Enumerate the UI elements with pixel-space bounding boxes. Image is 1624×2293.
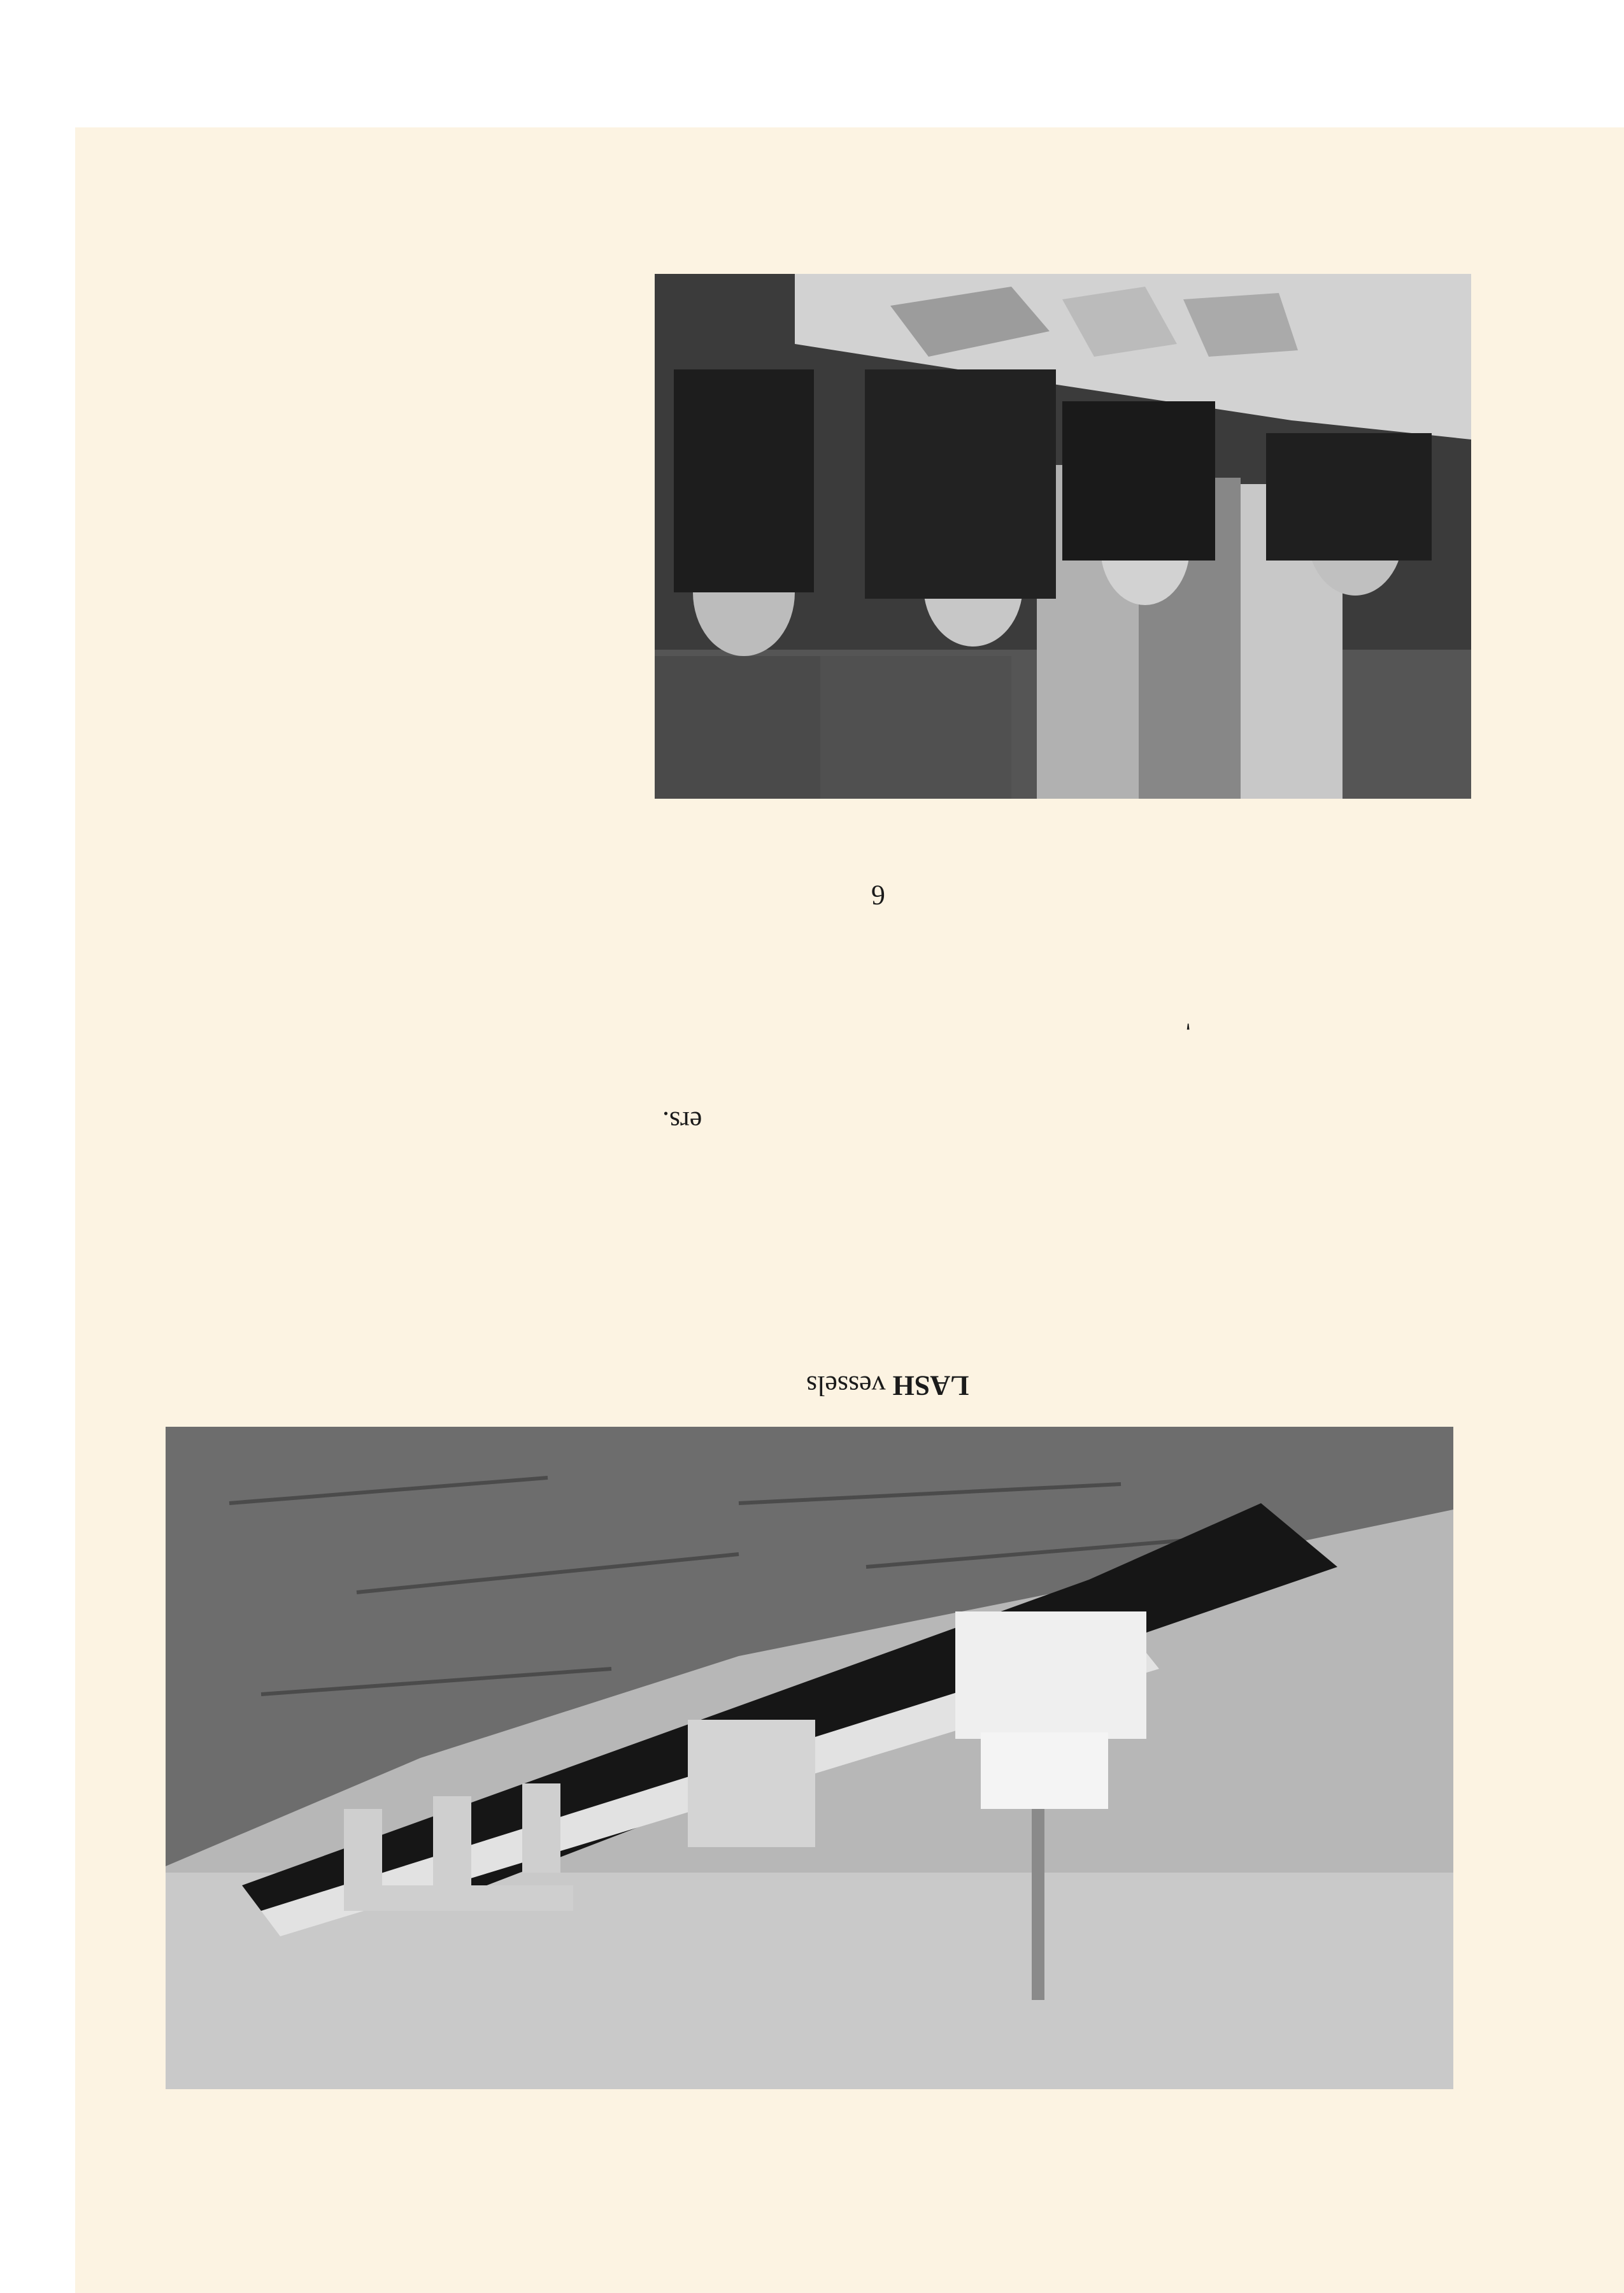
lash-ship-illustration — [166, 1427, 1453, 2089]
group-photo-drawing — [655, 274, 1471, 799]
caption-normal: vessels — [806, 1370, 886, 1401]
ship-drawing — [166, 1427, 1453, 2089]
caption-bold: LASH — [892, 1370, 969, 1401]
stray-mark: ' — [1186, 1007, 1191, 1036]
text-fragment: ers. — [662, 1106, 702, 1137]
page-number: 6 — [871, 880, 885, 911]
group-photo — [655, 274, 1471, 799]
ship-caption — [806, 1369, 969, 1402]
